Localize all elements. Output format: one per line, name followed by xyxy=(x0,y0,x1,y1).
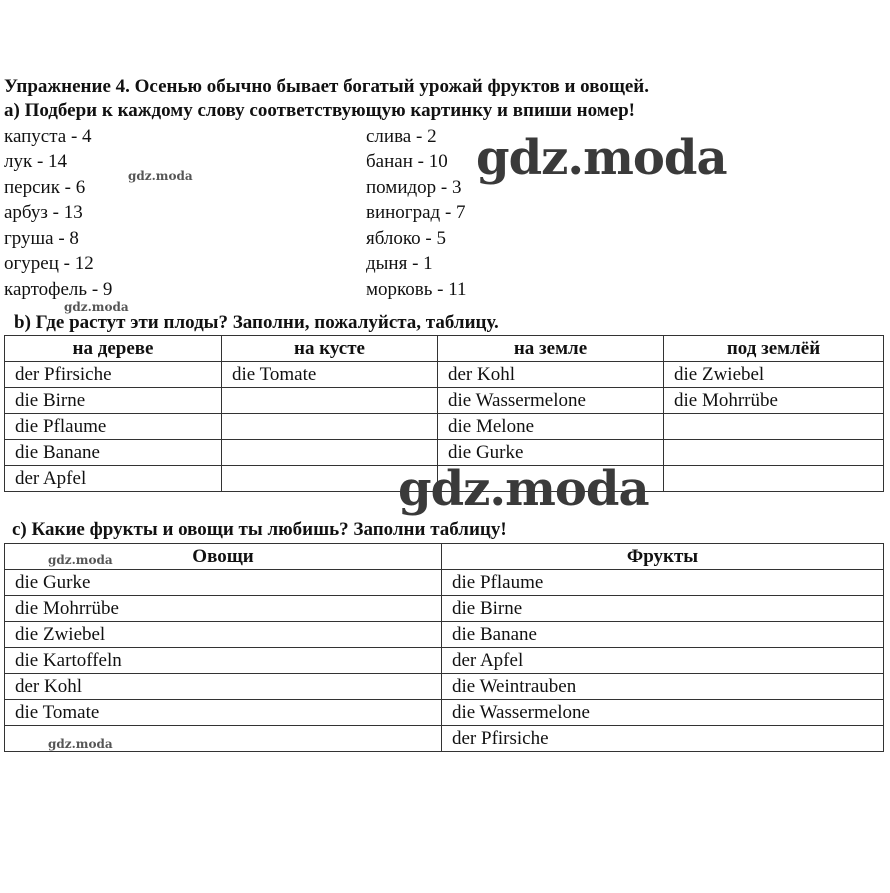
table-cell: der Apfel xyxy=(5,466,222,492)
part-a-left-4: груша - 8 xyxy=(4,228,79,249)
table-cell: die Kartoffeln xyxy=(5,648,442,674)
watermark-small: gdz.moda xyxy=(64,300,129,314)
header-on-tree: на дереве xyxy=(5,336,222,362)
part-b-heading: b) Где растут эти плоды? Заполни, пожалуйста, таблицу. xyxy=(14,312,499,333)
table-cell: die Pflaume xyxy=(442,570,884,596)
table-cell: die Wassermelone xyxy=(442,700,884,726)
table-row xyxy=(5,622,884,648)
table-cell: die Wassermelone xyxy=(438,388,664,414)
table-row xyxy=(5,388,884,414)
exercise-title: Упражнение 4. Осенью обычно бывает богатый урожай фруктов и овощей. xyxy=(4,76,650,97)
part-a-right-4: яблоко - 5 xyxy=(366,228,447,249)
table-cell: die Banane xyxy=(5,440,222,466)
table-cell: die Melone xyxy=(438,414,664,440)
table-cell: der Kohl xyxy=(438,362,664,388)
part-c-heading: c) Какие фрукты и овощи ты любишь? Заполни таблицу! xyxy=(12,519,507,540)
table-cell: die Pflaume xyxy=(5,414,222,440)
table-cell xyxy=(664,440,884,466)
header-on-ground: на земле xyxy=(438,336,664,362)
table-cell: die Mohrrübe xyxy=(5,596,442,622)
table-cell: die Tomate xyxy=(5,700,442,726)
table-cell xyxy=(222,388,438,414)
table-cell: die Banane xyxy=(442,622,884,648)
part-a-right-1: банан - 10 xyxy=(366,151,448,172)
table-cell: die Tomate xyxy=(222,362,438,388)
table-row xyxy=(5,414,884,440)
part-a-right-2: помидор - 3 xyxy=(366,177,462,198)
table-cell xyxy=(664,466,884,492)
table-row xyxy=(5,726,884,752)
part-a-right-6: морковь - 11 xyxy=(366,279,467,300)
part-a-left-3: арбуз - 13 xyxy=(4,202,83,223)
part-a-right-0: слива - 2 xyxy=(366,126,437,147)
part-a-left-5: огурец - 12 xyxy=(4,253,94,274)
table-cell: die Zwiebel xyxy=(5,622,442,648)
table-cell: der Pfirsiche xyxy=(5,362,222,388)
table-header-row xyxy=(5,336,884,362)
part-a-heading: а) Подбери к каждому слову соответствующую картинку и впиши номер! xyxy=(4,100,635,121)
table-cell: der Apfel xyxy=(442,648,884,674)
part-a-right-3: виноград - 7 xyxy=(366,202,466,223)
watermark-large: gdz.moda xyxy=(398,461,649,517)
part-a-left-0: капуста - 4 xyxy=(4,126,92,147)
table-row xyxy=(5,648,884,674)
header-fruits: Фрукты xyxy=(442,544,884,570)
table-cell: die Weintrauben xyxy=(442,674,884,700)
table-cell: die Gurke xyxy=(5,570,442,596)
part-a-left-2: персик - 6 xyxy=(4,177,86,198)
table-row xyxy=(5,596,884,622)
table-row xyxy=(5,362,884,388)
header-on-bush: на кусте xyxy=(222,336,438,362)
table-cell xyxy=(664,414,884,440)
watermark-large: gdz.moda xyxy=(476,130,727,186)
table-cell: der Pfirsiche xyxy=(442,726,884,752)
table-cell: die Birne xyxy=(442,596,884,622)
watermark-small: gdz.moda xyxy=(48,553,113,567)
watermark-small: gdz.moda xyxy=(128,169,193,183)
table-cell: die Zwiebel xyxy=(664,362,884,388)
part-a-left-1: лук - 14 xyxy=(4,151,68,172)
table-cell: der Kohl xyxy=(5,674,442,700)
table-row xyxy=(5,674,884,700)
table-cell xyxy=(222,414,438,440)
part-a-left-6: картофель - 9 xyxy=(4,279,113,300)
header-under-ground: под землёй xyxy=(664,336,884,362)
header-vegetables: Овощи xyxy=(5,544,442,570)
table-cell: die Birne xyxy=(5,388,222,414)
table-row xyxy=(5,700,884,726)
table-cell: die Gurke xyxy=(438,440,664,466)
table-cell: die Mohrrübe xyxy=(664,388,884,414)
part-a-right-5: дыня - 1 xyxy=(366,253,433,274)
watermark-small: gdz.moda xyxy=(48,737,113,751)
table-header-row xyxy=(5,544,884,570)
preferences-table xyxy=(4,543,884,752)
table-row xyxy=(5,570,884,596)
